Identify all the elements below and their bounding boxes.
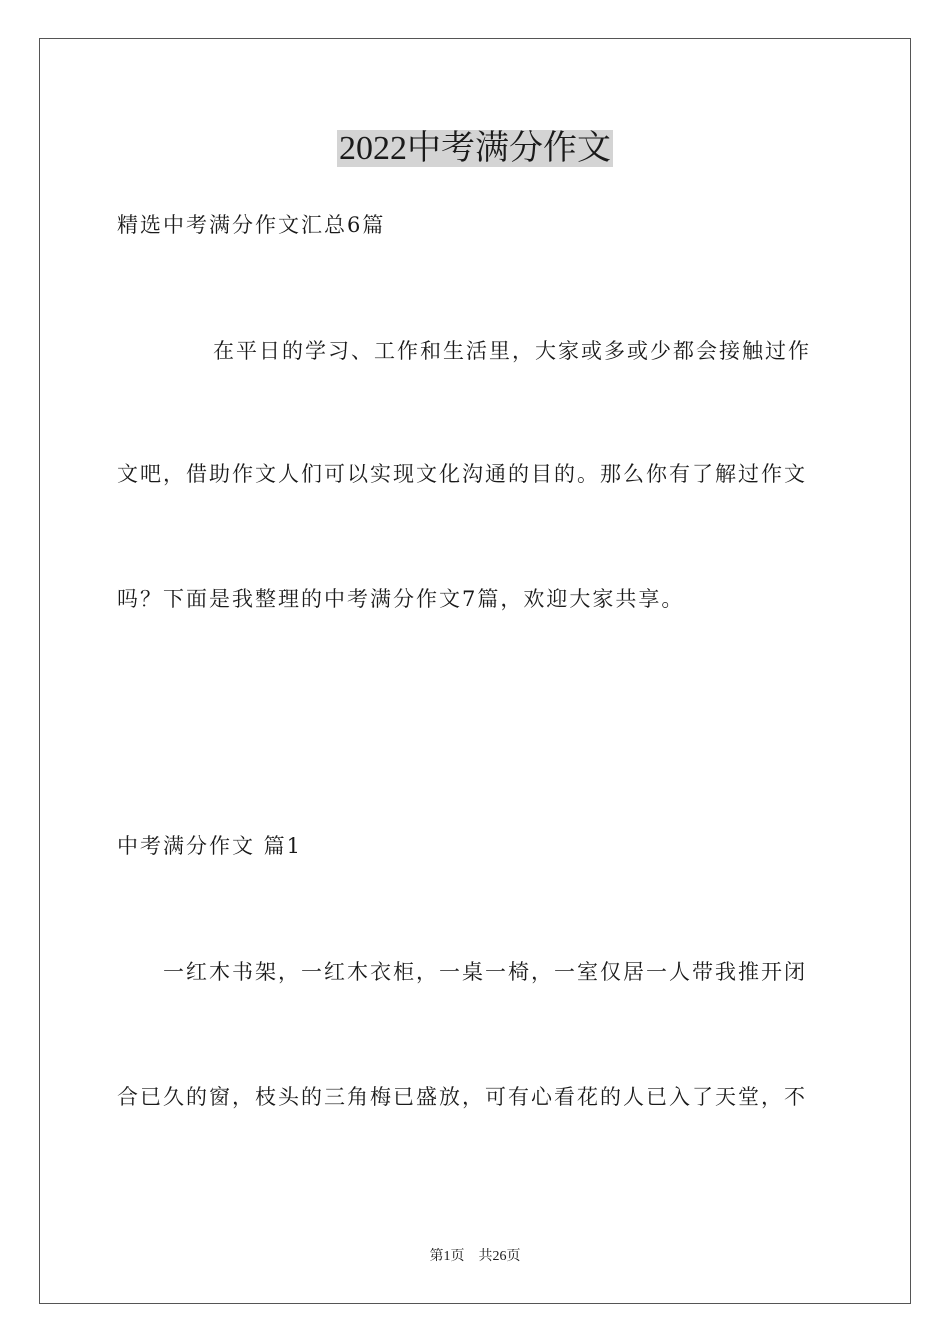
section-heading: 中考满分作文 篇1 — [117, 834, 303, 858]
document-subtitle: 精选中考满分作文汇总6篇 — [117, 213, 386, 237]
document-title — [0, 124, 950, 173]
intro-line-2: 文吧，借助作文人们可以实现文化沟通的目的。那么你有了解过作文 — [117, 462, 807, 486]
page-number-footer: 第1页 共26页 — [429, 1249, 521, 1264]
body-line-2: 合已久的窗，枝头的三角梅已盛放，可有心看花的人已入了天堂，不 — [117, 1085, 807, 1109]
body-line-1: 一红木书架，一红木衣柜，一桌一椅，一室仅居一人带我推开闭 — [163, 960, 807, 984]
intro-line-3: 吗？下面是我整理的中考满分作文7篇，欢迎大家共享。 — [117, 587, 685, 611]
document-title-text: 2022中考满分作文 — [339, 130, 611, 167]
intro-line-1: 在平日的学习、工作和生活里，大家或多或少都会接触过作 — [213, 339, 811, 363]
